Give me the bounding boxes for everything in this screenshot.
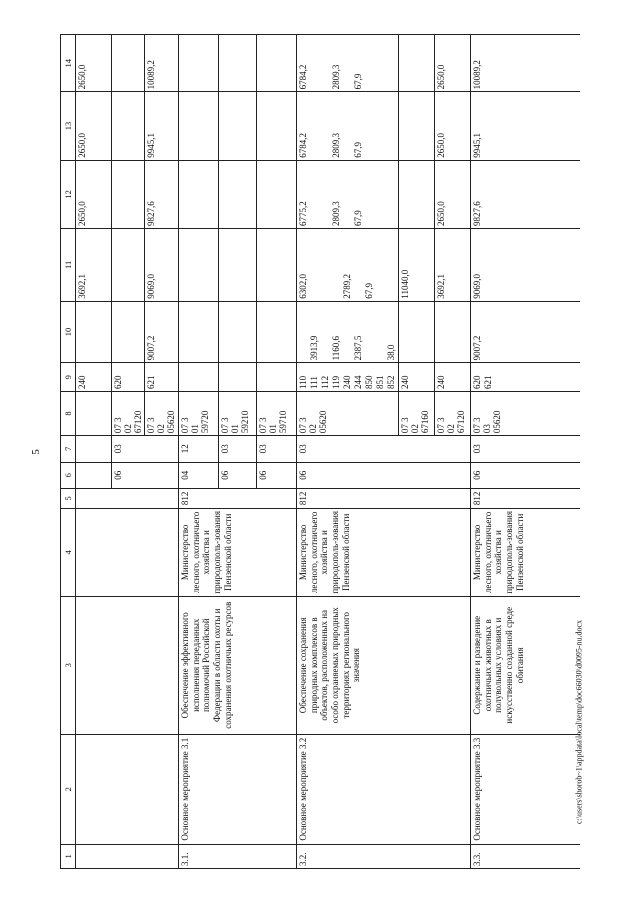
sub-value: [364, 37, 375, 89]
table-cell: [112, 35, 145, 92]
sub-value: [309, 94, 320, 157]
table-cell: [179, 363, 219, 392]
table-cell: 621: [145, 363, 179, 392]
sub-value: 6302,0: [298, 273, 309, 299]
col-7-header: 7: [61, 436, 76, 462]
table-cell: 07 3 01 59720: [179, 392, 219, 436]
activity-name: Основное мероприятие 3.3: [471, 734, 580, 844]
responsible-organization: Министерство лесного, охотничьего хозяйства и природополь-зования Пензенской области: [297, 508, 471, 596]
table-cell: 07 3 02 05620: [145, 392, 179, 436]
table-cell: [297, 363, 399, 392]
sub-value: [386, 37, 397, 89]
sub-value: [353, 231, 364, 299]
sub-value: [320, 94, 331, 157]
col-5-header: 5: [61, 488, 76, 508]
table-cell: 03: [297, 436, 471, 462]
table-frame: [60, 34, 580, 869]
table-cell: 03: [219, 436, 257, 462]
table-cell: 04: [179, 462, 219, 488]
table-cell: 9069,0: [145, 228, 179, 301]
table-cell: [297, 92, 399, 160]
table-cell: [257, 92, 297, 160]
col-2-header: 2: [61, 734, 76, 844]
table-cell: 06: [297, 462, 471, 488]
col-4-header: 4: [61, 508, 76, 596]
table-cell: [297, 35, 399, 92]
sub-value: [342, 94, 353, 157]
activity-name: Основное мероприятие 3.2: [297, 734, 471, 844]
table-cell: [435, 301, 471, 363]
sub-value: [342, 304, 353, 361]
sub-value: 67,9: [353, 73, 364, 90]
table-cell: [112, 160, 145, 228]
sub-value: [375, 163, 386, 226]
activity-name: Основное мероприятие 3.1: [179, 734, 297, 844]
table-cell: 03: [471, 436, 580, 462]
table-cell: 240: [435, 363, 471, 392]
table-cell: 07 3 03 05620: [471, 392, 580, 436]
sub-value: 67,9: [353, 141, 364, 158]
table-cell: [76, 734, 179, 844]
sub-value: 851: [375, 375, 386, 390]
sub-value: [386, 94, 397, 157]
col-10-header: 10: [61, 301, 76, 363]
sub-value: 850: [364, 375, 375, 390]
sub-value: 67,9: [353, 210, 364, 226]
responsible-organization: Министерство лесного, охотничьего хозяйства и природополь-зования Пензенской области: [179, 508, 297, 596]
col-1-header: 1: [61, 844, 76, 868]
table-cell: [112, 92, 145, 160]
sub-value: 2387,5: [353, 335, 364, 361]
table-cell: [112, 228, 145, 301]
document-sheet: [60, 34, 580, 869]
activity-description: Обеспечение эффективного исполнения переданных полномочий Российской Федерации в области охоты и сохранения охотничьих ресурсов: [179, 596, 297, 734]
table-cell: 812: [297, 488, 471, 508]
program-activities-table: [60, 34, 580, 869]
table-cell: 2650,0: [435, 160, 471, 228]
sub-value: [331, 231, 342, 299]
table-cell: [297, 160, 399, 228]
sub-value: [375, 37, 386, 89]
sub-value: [320, 304, 331, 361]
sub-value: [320, 163, 331, 226]
sub-value: 67,9: [364, 282, 375, 299]
sub-value: [375, 231, 386, 299]
table-cell: [76, 436, 112, 462]
table-cell: 07 3 02 05620: [297, 392, 399, 436]
sub-value: 620: [472, 375, 483, 390]
table-cell: 06: [471, 462, 580, 488]
sub-value: 6784,2: [298, 132, 309, 158]
sub-value: [309, 231, 320, 299]
table-cell: 11040,0: [399, 228, 435, 301]
table-cell: [219, 92, 257, 160]
table-cell: 9069,0: [471, 228, 580, 301]
sub-value: 111: [309, 376, 320, 390]
table-cell: 07 3 01 59710: [257, 392, 297, 436]
table-cell: [257, 363, 297, 392]
table-cell: [179, 35, 219, 92]
table-cell: 07 3 01 59210: [219, 392, 257, 436]
table-cell: [219, 160, 257, 228]
table-cell: [257, 160, 297, 228]
table-cell: [76, 301, 112, 363]
sub-value: 244: [353, 375, 364, 390]
sub-value: [375, 94, 386, 157]
table-cell: [219, 363, 257, 392]
table-cell: 9945,1: [145, 92, 179, 160]
table-cell: 812: [471, 488, 580, 508]
table-cell: [219, 35, 257, 92]
sub-value: [386, 231, 397, 299]
sub-value: 110: [298, 375, 309, 390]
col-8-header: 8: [61, 392, 76, 436]
page-number: 5: [30, 449, 42, 455]
table-cell: [399, 92, 435, 160]
sub-value: [298, 304, 309, 361]
table-cell: [257, 35, 297, 92]
table-cell: 2650,0: [76, 160, 112, 228]
table-cell: 2650,0: [76, 92, 112, 160]
sub-value: 6784,2: [298, 64, 309, 90]
table-cell: 07 3 02 67120: [112, 392, 145, 436]
sub-value: [342, 163, 353, 226]
table-cell: 240: [76, 363, 112, 392]
sub-value: [320, 231, 331, 299]
table-cell: 812: [179, 488, 297, 508]
sub-value: [364, 163, 375, 226]
table-row: [297, 35, 399, 869]
sub-value: 6775,2: [298, 201, 309, 226]
table-cell: [179, 301, 219, 363]
table-cell: 06: [257, 462, 297, 488]
table-cell: [76, 488, 179, 508]
sub-value: [309, 163, 320, 226]
table-cell: 2650,0: [435, 92, 471, 160]
table-cell: [399, 301, 435, 363]
col-9-header: 9: [61, 363, 76, 392]
table-cell: [76, 596, 179, 734]
table-cell: 06: [112, 462, 179, 488]
table-row: [179, 35, 219, 869]
sub-value: [375, 304, 386, 361]
table-cell: [219, 301, 257, 363]
col-14-header: 14: [61, 35, 76, 92]
row-number: 3.3.: [471, 844, 580, 868]
table-cell: 10089,2: [145, 35, 179, 92]
table-cell: [257, 228, 297, 301]
responsible-organization: Министерство лесного, охотничьего хозяйства и природополь-зования Пензенской области: [471, 508, 580, 596]
table-cell: [297, 228, 399, 301]
table-cell: 240: [399, 363, 435, 392]
sub-value: 38,0: [386, 344, 397, 361]
table-cell: 9007,2: [471, 301, 580, 363]
table-cell: [76, 462, 112, 488]
sub-value: [309, 37, 320, 89]
sub-value: 2809,3: [331, 201, 342, 226]
table-cell: 2650,0: [76, 35, 112, 92]
file-path-footer: c:\users\shorob~1\appdata\local\temp\doc66030\d0095-nu.docx: [574, 619, 584, 825]
sub-value: 112: [320, 375, 331, 390]
sub-value: 852: [386, 375, 397, 390]
sub-value: 2809,3: [331, 132, 342, 158]
column-number-row: [61, 35, 76, 869]
table-cell: 3692,1: [76, 228, 112, 301]
sub-value: 240: [342, 375, 353, 390]
col-6-header: 6: [61, 462, 76, 488]
table-cell: 9007,2: [145, 301, 179, 363]
table-cell: [179, 228, 219, 301]
col-11-header: 11: [61, 228, 76, 301]
table-cell: 620: [112, 363, 145, 392]
table-row: [471, 35, 580, 869]
table-cell: [76, 392, 112, 436]
sub-value: 3913,9: [309, 335, 320, 361]
col-13-header: 13: [61, 92, 76, 160]
row-number: 3.1.: [179, 844, 297, 868]
table-cell: [257, 301, 297, 363]
table-cell: 9827,6: [145, 160, 179, 228]
table-cell: 9827,6: [471, 160, 580, 228]
sub-value: [364, 304, 375, 361]
table-cell: [76, 844, 179, 868]
table-cell: 03: [257, 436, 297, 462]
sub-value: 2789,2: [342, 273, 353, 299]
table-cell: 10089,2: [471, 35, 580, 92]
table-cell: [179, 92, 219, 160]
sub-value: 621: [483, 375, 494, 390]
table-cell: 9945,1: [471, 92, 580, 160]
table-cell: 03: [112, 436, 179, 462]
row-number: 3.2.: [297, 844, 471, 868]
table-cell: 2650,0: [435, 35, 471, 92]
table-cell: [471, 363, 580, 392]
table-cell: [76, 508, 179, 596]
activity-description: Обеспечение сохранения природных комплексов в объектов, расположенных на особо охраняемых природных территориях регионального значения: [297, 596, 471, 734]
table-cell: [399, 35, 435, 92]
table-cell: 12: [179, 436, 219, 462]
table-cell: 07 3 02 67160: [399, 392, 435, 436]
table-cell: 07 3 02 67120: [435, 392, 471, 436]
col-3-header: 3: [61, 596, 76, 734]
sub-value: 119: [331, 375, 342, 390]
table-cell: [399, 160, 435, 228]
table-cell: [219, 228, 257, 301]
table-cell: [179, 160, 219, 228]
sub-value: 1160,6: [331, 335, 342, 361]
sub-value: [386, 163, 397, 226]
table-cell: 3692,1: [435, 228, 471, 301]
sub-value: [320, 37, 331, 89]
table-cell: [112, 301, 145, 363]
table-cell: 06: [219, 462, 257, 488]
sub-value: [364, 94, 375, 157]
activity-description: Содержание и разведение охотничьих животных в полувольных условиях и искусственно созданной среде обитания: [471, 596, 580, 734]
col-12-header: 12: [61, 160, 76, 228]
table-row: [76, 35, 112, 869]
sub-value: 2809,3: [331, 64, 342, 90]
sub-value: [342, 37, 353, 89]
table-cell: [297, 301, 399, 363]
